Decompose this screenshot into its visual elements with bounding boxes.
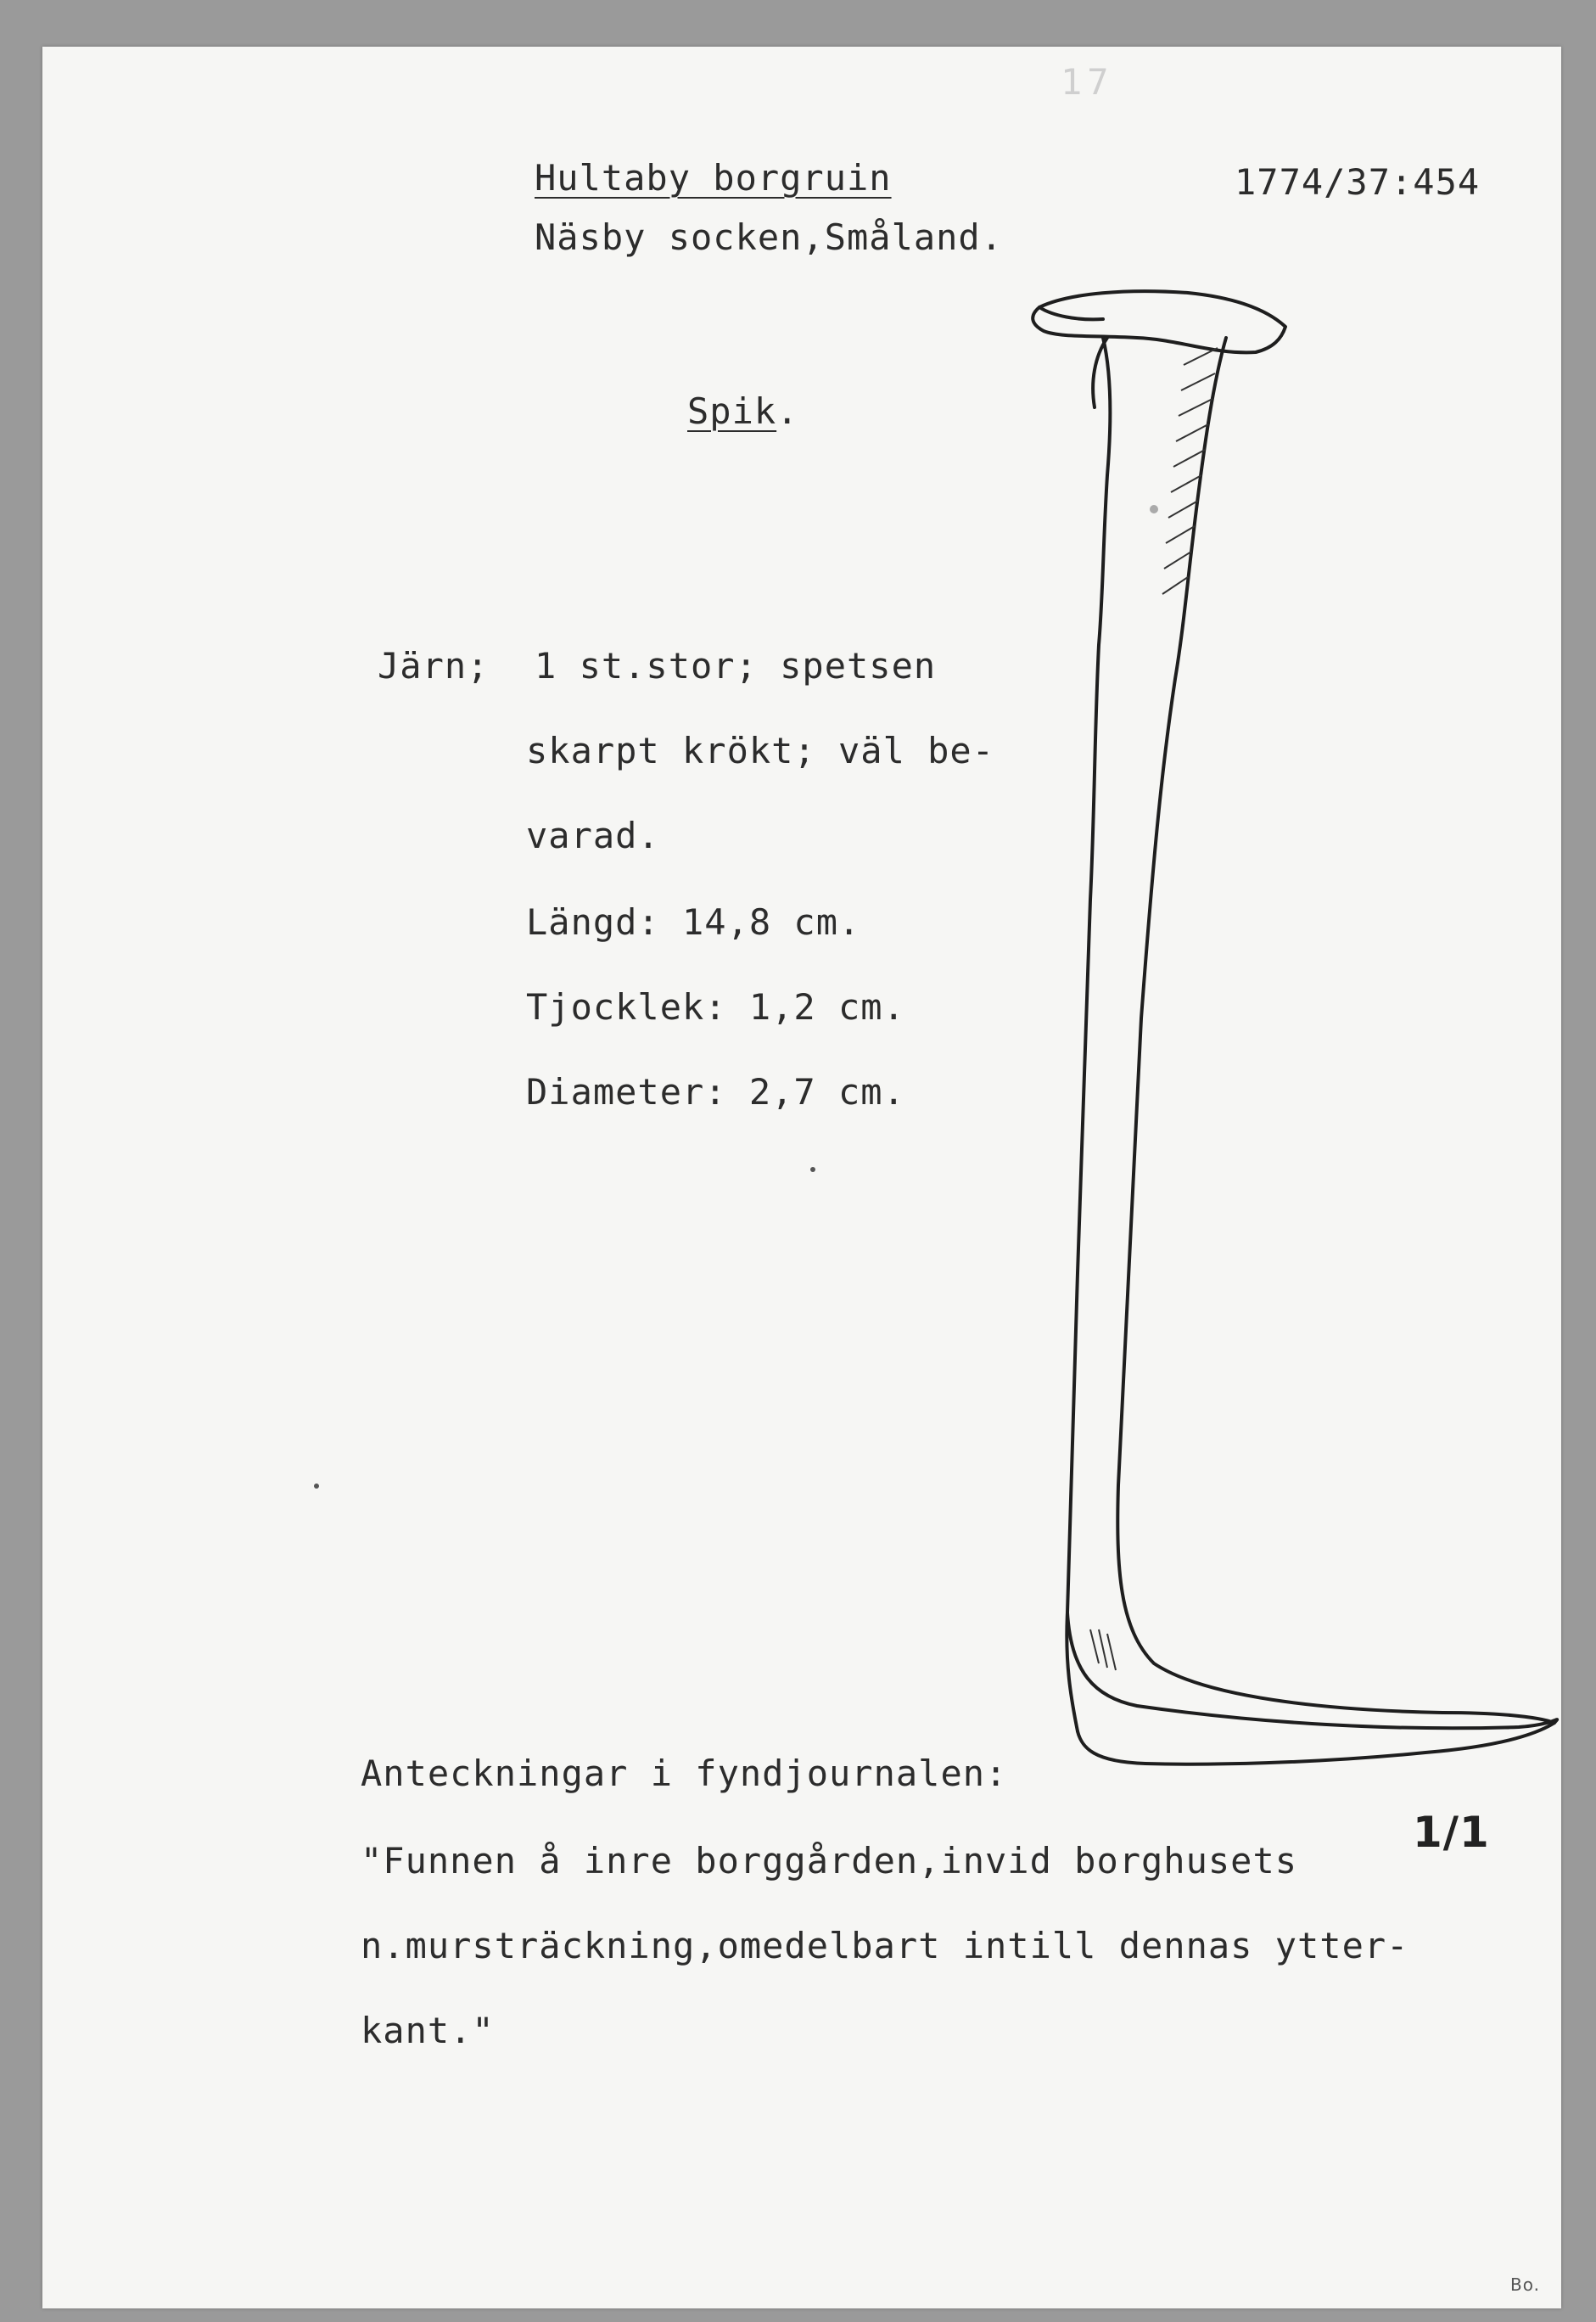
object-name-row [687,390,798,432]
initials: Bo. [1510,2274,1540,2295]
location: Näsby socken,Småland. [535,216,1004,258]
description-line: 1 st.stor; spetsen [535,645,937,687]
notes-line: kant." [361,2010,495,2051]
site-title: Hultaby borgruin [535,157,892,199]
measurement-thickness: Tjocklek: 1,2 cm. [526,986,905,1028]
hatching [1090,348,1218,1670]
material-label: Järn; [378,645,490,687]
measurement-diameter: Diameter: 2,7 cm. [526,1071,905,1113]
speck [314,1484,319,1489]
object-name-suffix: . [776,390,799,432]
speck [1150,505,1158,513]
catalog-number: 1774/37:454 [1235,161,1481,203]
notes-line: n.mursträckning,omedelbart intill dennas ytter- [361,1925,1409,1966]
speck [810,1167,815,1172]
scale-mark: 1/1 [1413,1808,1490,1857]
description-line: skarpt krökt; väl be- [526,730,995,771]
notes-heading: Anteckningar i fyndjournalen: [361,1753,1008,1794]
description-line: varad. [526,815,660,856]
faint-stamp: 17 [1061,61,1114,103]
object-name: Spik [687,390,777,432]
notes-line: "Funnen å inre borggården,invid borghusets [361,1840,1298,1882]
nail-head [1033,291,1285,352]
measurement-length: Längd: 14,8 cm. [526,901,861,943]
